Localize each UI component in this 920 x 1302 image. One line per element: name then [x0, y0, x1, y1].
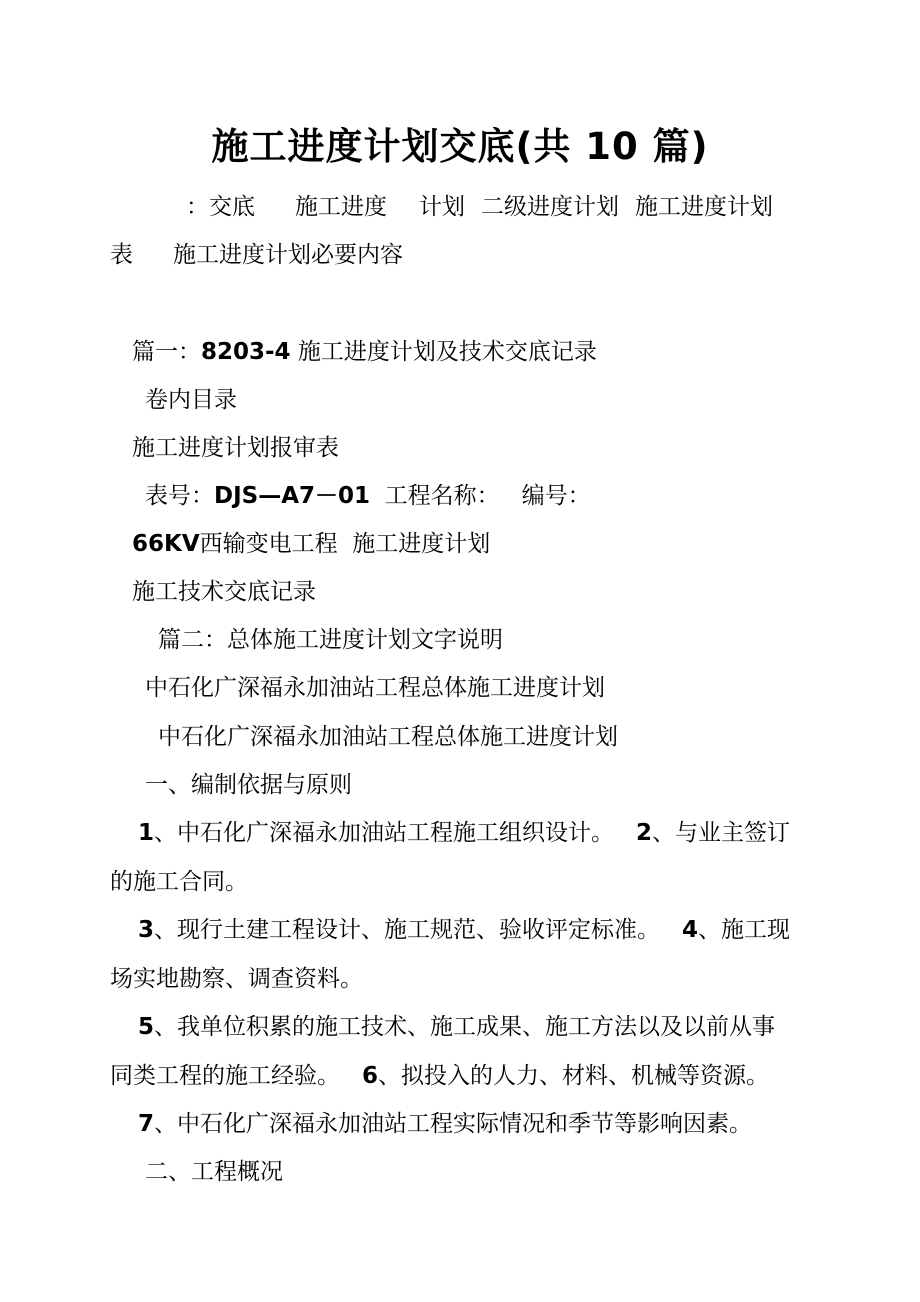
keyword-6: 施工进度计划必要内容 [173, 242, 403, 268]
item3-text: 、现行土建工程设计、施工规范、验收评定标准。 [154, 917, 661, 943]
project-line [132, 527, 490, 561]
item4-num: 4 [681, 917, 698, 943]
item-5-line [138, 1010, 775, 1044]
project-code: 66KV [132, 531, 200, 557]
form-no: DJS—A7－01 [214, 483, 371, 509]
item-2-cont: 的施工合同。 [110, 869, 248, 895]
keywords-prefix: ：交底 [186, 194, 255, 220]
item1-num: 1 [138, 820, 155, 846]
item3-num: 3 [138, 917, 155, 943]
item2-num: 2 [635, 820, 652, 846]
item-7-line [138, 1107, 752, 1141]
item7-text: 、中石化广深福永加油站工程实际情况和季节等影响因素。 [154, 1111, 753, 1137]
form-title: 施工进度计划报审表 [132, 435, 339, 461]
item6-text: 、拟投入的人力、材料、机械等资源。 [377, 1063, 769, 1089]
item2-text-a: 、与业主签订 [651, 820, 790, 846]
item5-num: 5 [138, 1014, 155, 1040]
item-4-cont: 场实地勘察、调查资料。 [110, 966, 363, 992]
keyword-5: 表 [110, 242, 133, 268]
section2-heading: 篇二：总体施工进度计划文字说明 [158, 627, 503, 653]
section2-subtitle-2: 中石化广深福永加油站工程总体施工进度计划 [158, 724, 618, 750]
item-1-2-line [138, 816, 790, 850]
number-label: 编号： [521, 483, 591, 509]
item4-text-a: 、施工现 [697, 917, 790, 943]
keyword-1: 施工进度 [295, 194, 387, 220]
item6-num: 6 [361, 1063, 378, 1089]
section1-heading-code: 8203-4 [201, 339, 291, 365]
section1-heading-prefix: 篇一： [132, 339, 201, 365]
toc-label: 卷内目录 [145, 387, 237, 413]
tech-record: 施工技术交底记录 [132, 579, 316, 605]
project-label: 工程名称： [384, 483, 500, 509]
document-title: 施工进度计划交底(共 10 篇) [211, 125, 709, 168]
keyword-2: 计划 [419, 194, 465, 220]
section2-subtitle-1: 中石化广深福永加油站工程总体施工进度计划 [145, 675, 605, 701]
keyword-3: 二级进度计划 [481, 194, 619, 220]
item5-text-b: 同类工程的施工经验。 [110, 1063, 340, 1089]
item-5-6-line [110, 1059, 769, 1093]
keywords-line-2 [110, 238, 403, 272]
part1-title: 一、编制依据与原则 [145, 772, 352, 798]
form-no-label: 表号： [145, 483, 214, 509]
part2-title: 二、工程概况 [145, 1159, 283, 1185]
section1-heading [132, 335, 597, 369]
project-name: 西输变电工程 [199, 531, 338, 557]
item-3-4-line [138, 913, 790, 947]
item5-text-a: 、我单位积累的施工技术、施工成果、施工方法以及以前从事 [154, 1014, 776, 1040]
project-plan: 施工进度计划 [352, 531, 491, 557]
keywords-line-1 [186, 190, 773, 224]
section1-heading-text: 施工进度计划及技术交底记录 [297, 339, 597, 365]
keyword-4: 施工进度计划 [635, 194, 773, 220]
item1-text: 、中石化广深福永加油站工程施工组织设计。 [154, 820, 615, 846]
form-number-line [145, 479, 591, 513]
item7-num: 7 [138, 1111, 155, 1137]
